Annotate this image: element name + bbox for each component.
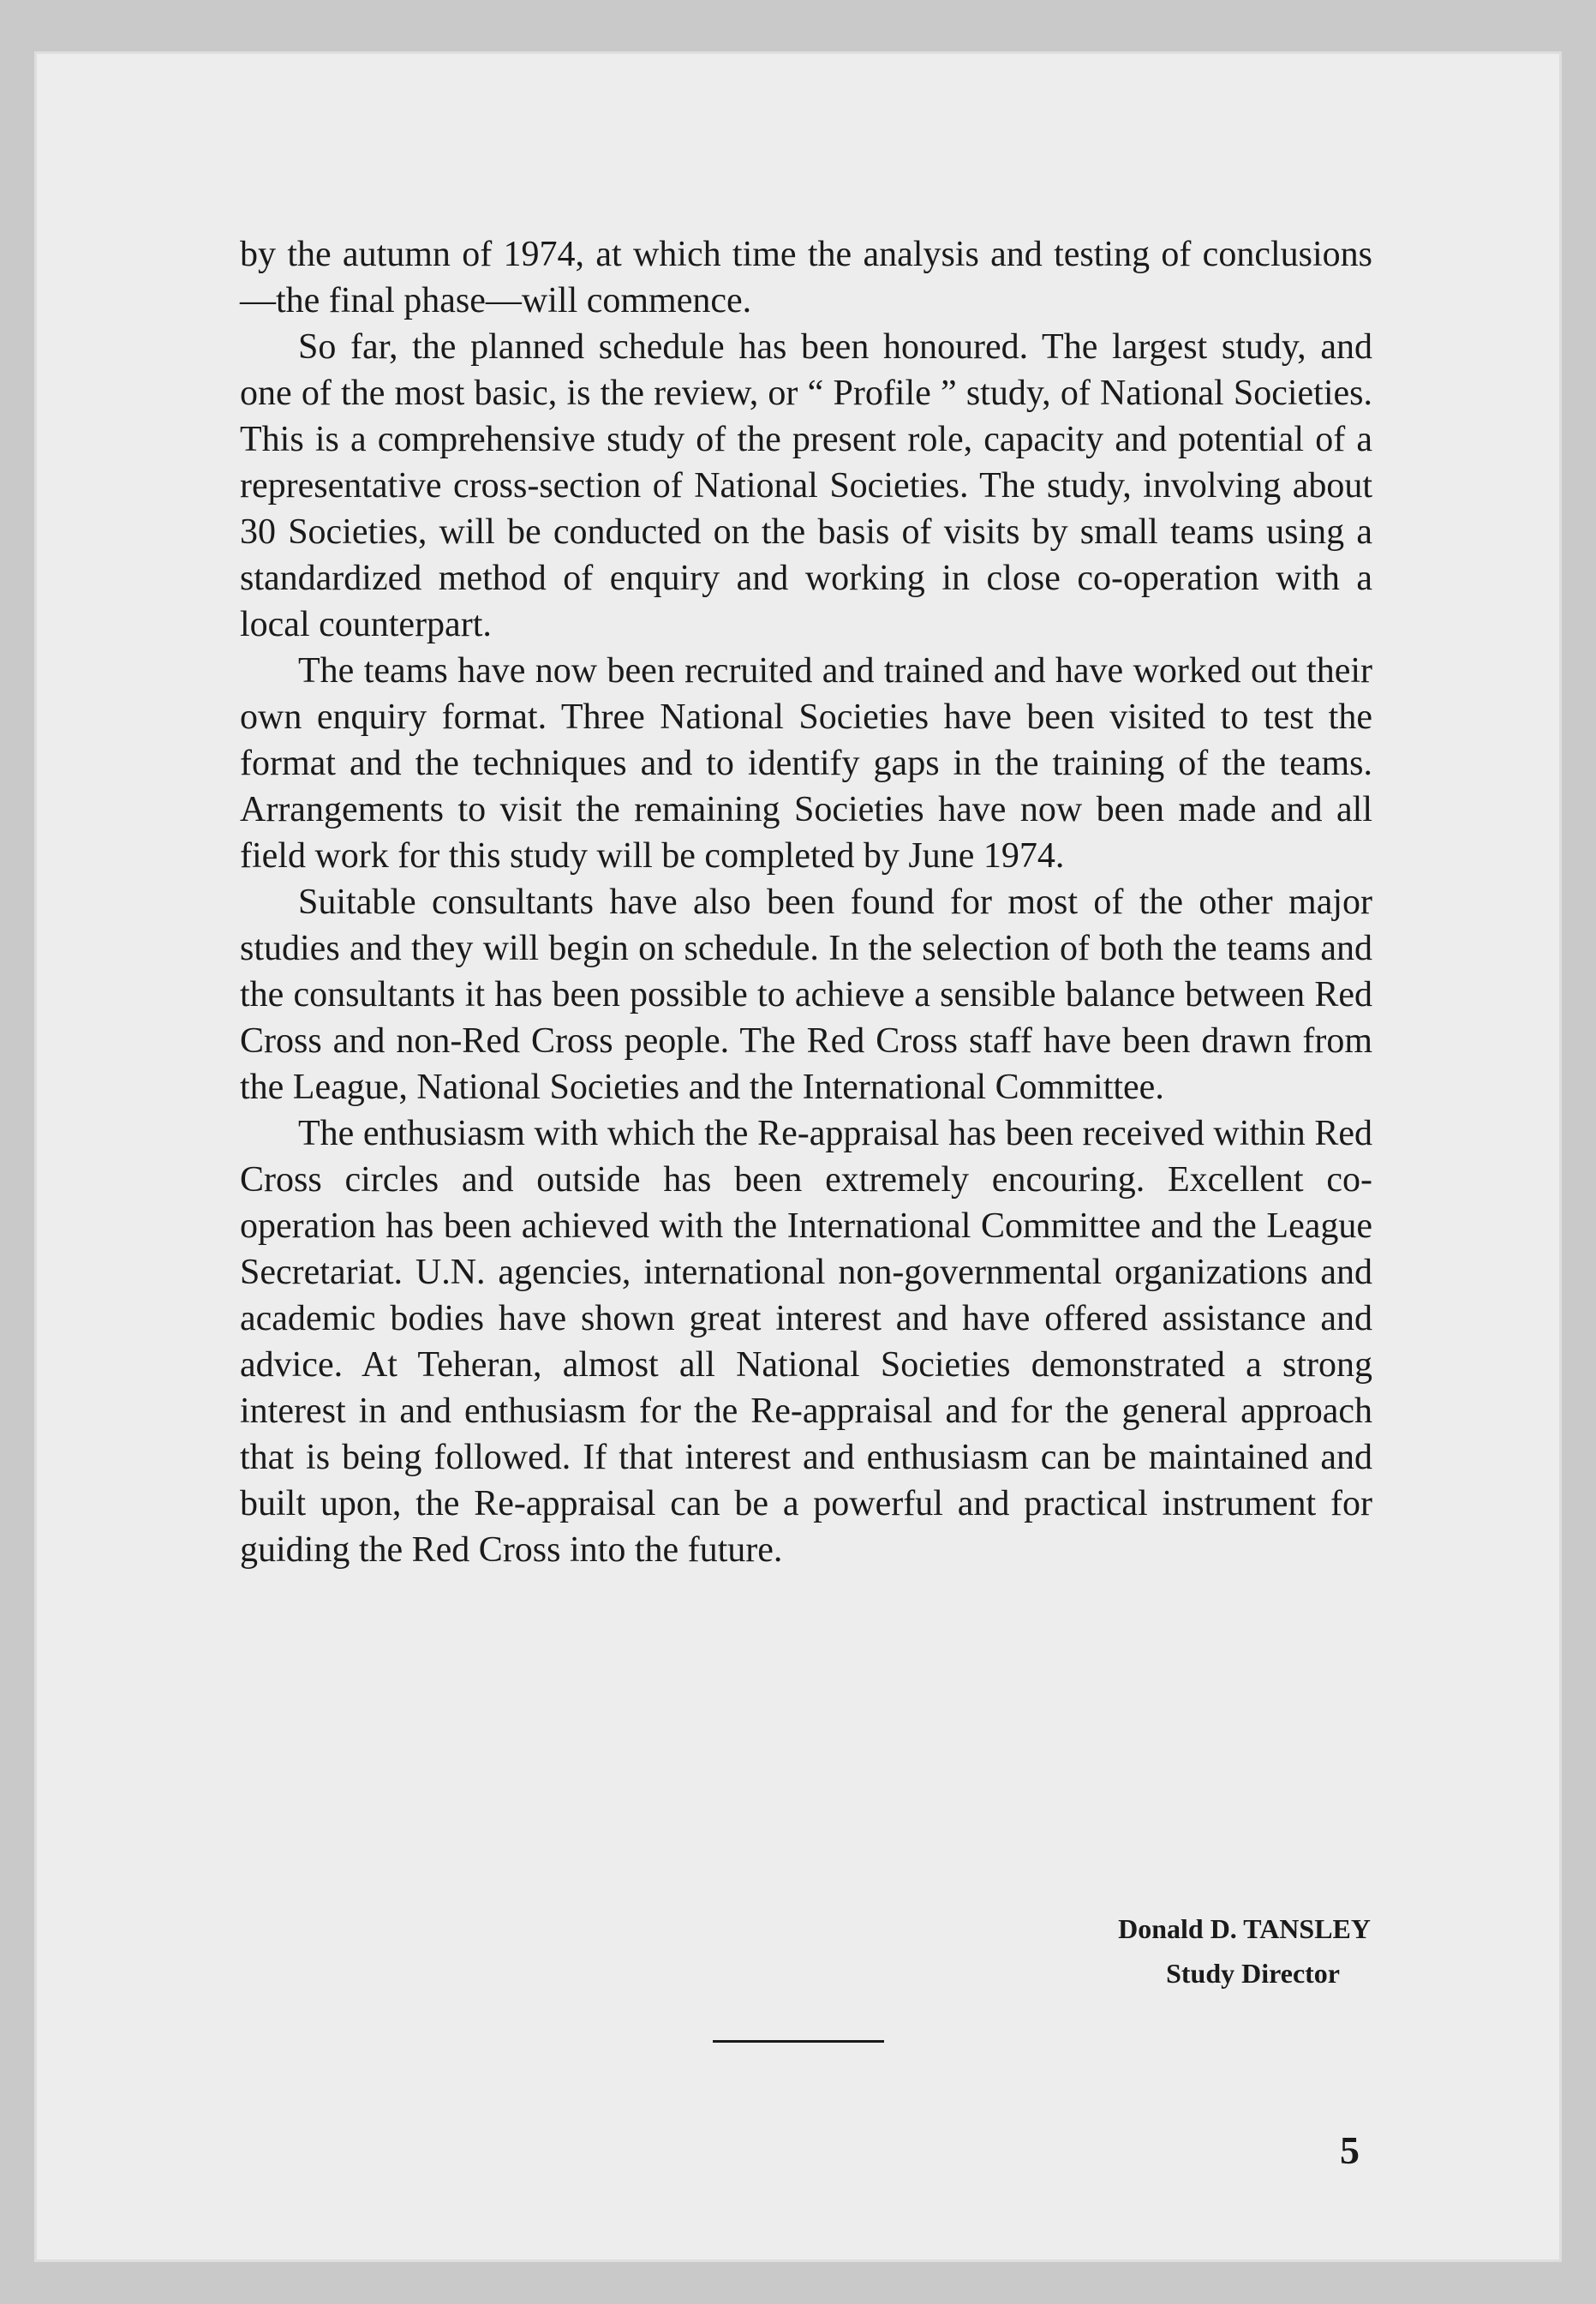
paragraph: So far, the planned schedule has been honoured. The largest study, and one of the most basic, is the review, or “ Profile ” study, of National Societies. This is a comprehensive study of the present role, capacity and potential of a representative cross-section of National Societies. The study, involving about 30 Societies, will be conducted on the basis of visits by small teams using a standardized method of enquiry and working in close co-operation with a local counterpart. [240, 327, 1372, 644]
paragraph: The enthusiasm with which the Re-appraisal has been received within Red Cross circles and outside has been extremely encouring. Excellent co-operation has been achieved with the International Committee and the League Secretariat. U.N. agencies, international non-governmental organizations and academic bodies have shown great interest and have offered assistance and advice. At Teheran, almost all National Societies demonstrated a strong interest in and enthusiasm for the Re-appraisal and for the general approach that is being followed. If that interest and enthusiasm can be maintained and built upon, the Re-appraisal can be a powerful and practical instrument for guiding the Red Cross into the future. [240, 1114, 1372, 1570]
paragraph: The teams have now been recruited and trained and have worked out their own enquiry format. Three National Societies have been visited to test the format and the techniques and to identify gaps in the training of the teams. Arrangements to visit the remaining Societies have now been made and all field work for this study will be completed by June 1974. [240, 651, 1372, 876]
paragraph: Suitable consultants have also been found for most of the other major studies and they will begin on schedule. In the selection of both the teams and the consultants it has been possible to achieve a sensible balance between Red Cross and non-Red Cross people. The Red Cross staff have been drawn from the League, National Societies and the International Committee. [240, 883, 1372, 1107]
section-divider [713, 2040, 884, 2043]
signature-title: Study Director [1166, 1958, 1340, 1989]
paragraph: by the autumn of 1974, at which time the analysis and testing of conclusions—the final phase—will commence. [240, 235, 1372, 320]
body-text [240, 231, 1372, 1573]
page-number: 5 [1340, 2128, 1360, 2172]
signature-name: Donald D. TANSLEY [1118, 1913, 1371, 1944]
document-page [34, 51, 1562, 2262]
signature-block [994, 1906, 1371, 1996]
